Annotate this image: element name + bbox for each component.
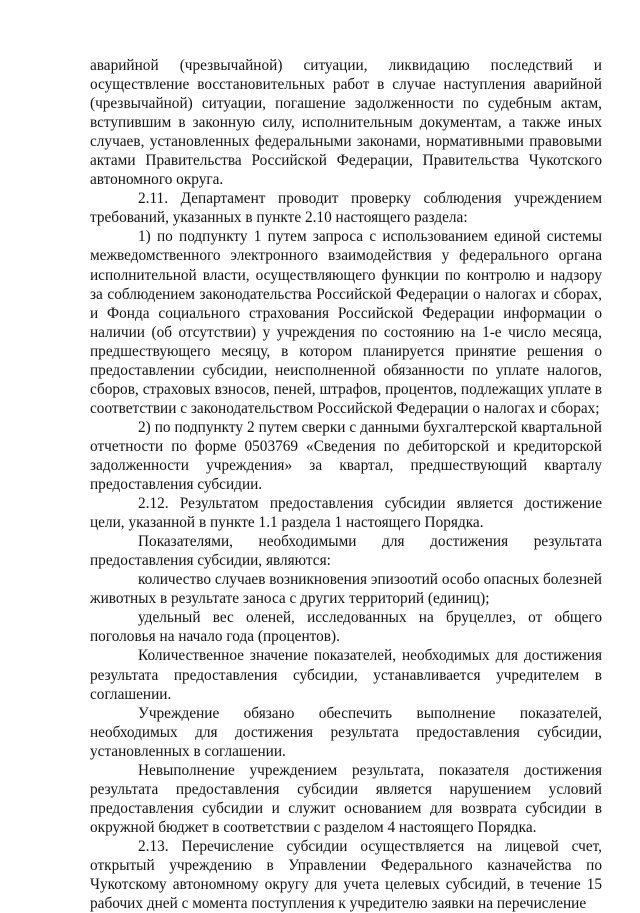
paragraph-subitem-2: 2) по подпункту 2 путем сверки с данными бухгалтерской квартальной отчетности по форме 0503769 «Сведения по дебиторской и кредиторской задолженности учреждения» за квартал, предшествующий кварталу предоставления субсидии. bbox=[90, 418, 602, 494]
paragraph-continuation: аварийной (чрезвычайной) ситуации, ликвидацию последствий и осуществление восстановительных работ в случае наступления аварийной (чрезвычайной) ситуации, погашение задолженности по судебным актам, вступившим в законную силу, исполнительным документам, а также иных случаев, установленных федеральными законами, нормативными правовыми актами Правительства Российской Федерации, Правительства Чукотского автономного округа. bbox=[90, 57, 602, 189]
paragraph-indicator-values: Количественное значение показателей, необходимых для достижения результата предоставления субсидии, устанавливается учредителем в соглашении. bbox=[90, 647, 602, 703]
paragraph-2-11: 2.11. Департамент проводит проверку соблюдения учреждением требований, указанных в пункте 2.10 настоящего раздела: bbox=[90, 190, 602, 227]
paragraph-indicator-2: удельный вес оленей, исследованных на бруцеллез, от общего поголовья на начало года (процентов). bbox=[90, 609, 602, 646]
paragraph-subitem-1: 1) по подпункту 1 путем запроса с использованием единой системы межведомственного электронного взаимодействия у федерального органа исполнительной власти, осуществляющего функции по контролю и надзору за соблюдением законодательства Российской Федерации о налогах и сборах, и Фонда социального страхования Российской Федерации информации о наличии (об отсутствии) у учреждения по состоянию на 1-е число месяца, предшествующего месяцу, в котором планируется принятие решения о предоставлении субсидии, неисполненной обязанности по уплате налогов, сборов, страховых взносов, пеней, штрафов, процентов, подлежащих уплате в соответствии с законодательством Российской Федерации о налогах и сборах; bbox=[90, 228, 602, 417]
paragraph-indicator-1: количество случаев возникновения эпизоотий особо опасных болезней животных в результате заноса с других территорий (единиц); bbox=[90, 571, 602, 608]
paragraph-2-12: 2.12. Результатом предоставления субсидии является достижение цели, указанной в пункте 1.1 раздела 1 настоящего Порядка. bbox=[90, 495, 602, 532]
document-page bbox=[90, 56, 602, 913]
paragraph-non-fulfillment: Невыполнение учреждением результата, показателя достижения результата предоставления субсидии является нарушением условий предоставления субсидии и служит основанием для возврата субсидии в окружной бюджет в соответствии с разделом 4 настоящего Порядка. bbox=[90, 761, 602, 836]
paragraph-indicators-intro: Показателями, необходимыми для достижения результата предоставления субсидии, являются: bbox=[90, 533, 602, 570]
paragraph-2-13: 2.13. Перечисление субсидии осуществляется на лицевой счет, открытый учреждению в Управлении Федерального казначейства по Чукотскому автономному округу для учета целевых субсидий, в течение 15 рабочих дней с момента поступления к учредителю заявки на перечисление bbox=[90, 837, 602, 913]
paragraph-obligation: Учреждение обязано обеспечить выполнение показателей, необходимых для достижения результата предоставления субсидии, установленных в соглашении. bbox=[90, 704, 602, 760]
